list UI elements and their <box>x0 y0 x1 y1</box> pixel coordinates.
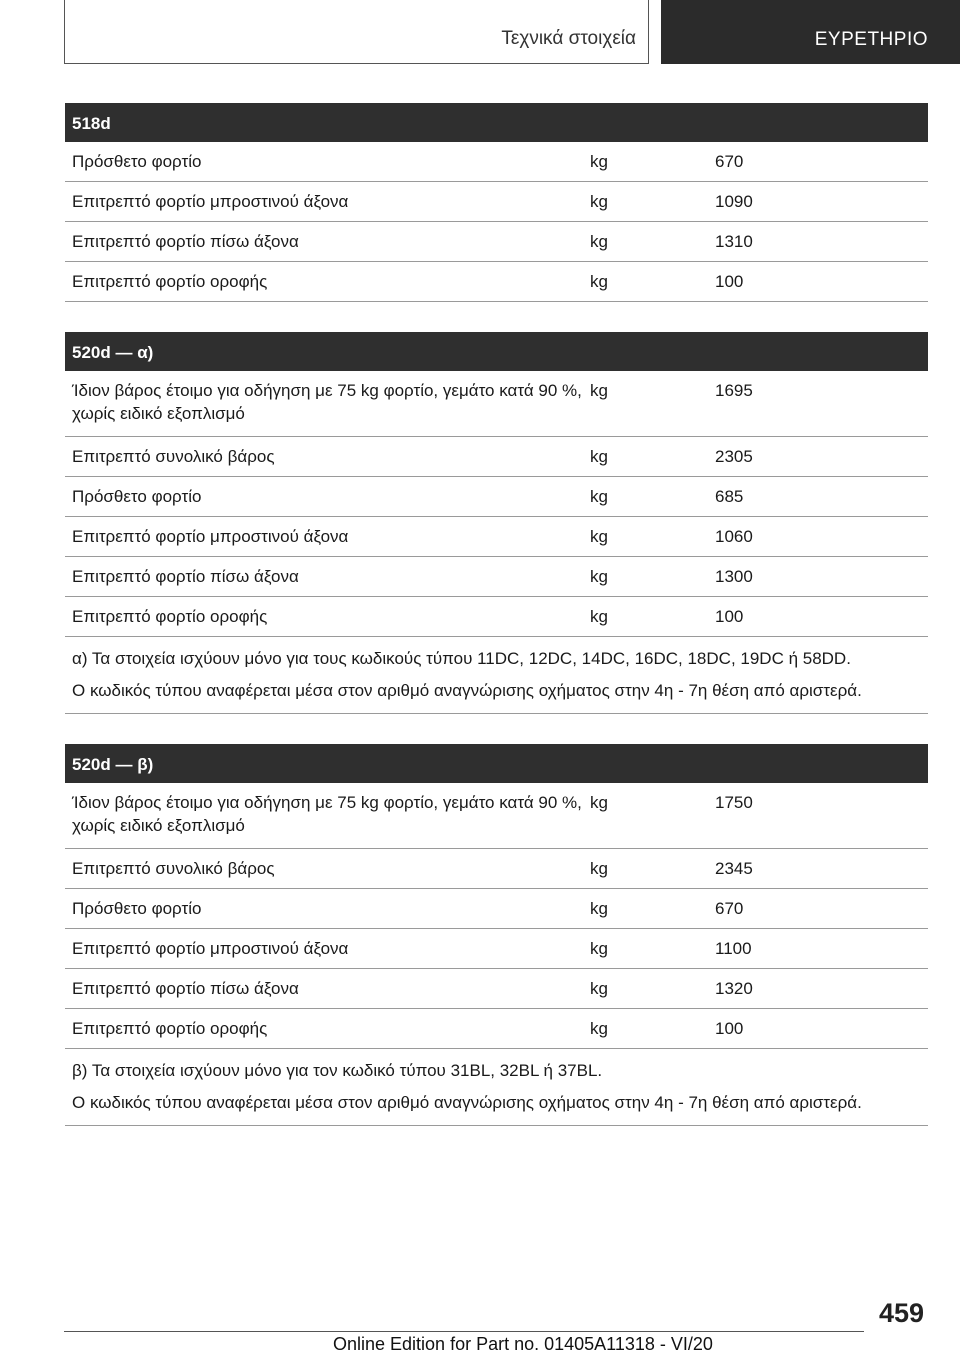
row-label: Επιτρεπτό φορτίο οροφής <box>72 1019 268 1038</box>
row-value: 1310 <box>715 232 753 251</box>
row-unit: kg <box>590 152 608 171</box>
table-row <box>65 889 928 929</box>
row-value: 100 <box>715 1019 744 1038</box>
table-row <box>65 929 928 969</box>
row-label: Επιτρεπτό φορτίο πίσω άξονα <box>72 979 299 998</box>
row-value: 100 <box>715 607 744 626</box>
row-unit: kg <box>590 979 608 998</box>
table-row <box>65 262 928 302</box>
table-row <box>65 969 928 1009</box>
table-row <box>65 597 928 637</box>
footnote-text: Ο κωδικός τύπου αναφέρεται μέσα στον αριθμό αναγνώρισης οχήματος στην 4η - 7η θέση από αριστερά. <box>72 1093 862 1112</box>
row-label: Επιτρεπτό φορτίο μπροστινού άξονα <box>72 939 349 958</box>
row-value: 1090 <box>715 192 753 211</box>
table-row <box>65 849 928 889</box>
row-value: 670 <box>715 899 744 918</box>
table-row <box>65 222 928 262</box>
table-row <box>65 783 928 849</box>
page-number: 459 <box>878 1298 924 1328</box>
row-label: Επιτρεπτό φορτίο οροφής <box>72 272 268 291</box>
row-unit: kg <box>590 1019 608 1038</box>
row-unit: kg <box>590 567 608 586</box>
edition-text: Online Edition for Part no. 01405A11318 - VI/20 <box>333 1334 713 1354</box>
row-unit: kg <box>590 272 608 291</box>
row-label: Επιτρεπτό φορτίο πίσω άξονα <box>72 232 299 251</box>
table-row <box>65 437 928 477</box>
table-row <box>65 517 928 557</box>
footnote-text: α) Τα στοιχεία ισχύουν μόνο για τους κωδικούς τύπου 11DC, 12DC, 14DC, 16DC, 18DC, 19DC ή 58DD. <box>72 649 851 668</box>
row-value: 1750 <box>715 793 753 812</box>
row-label: Πρόσθετο φορτίο <box>72 487 202 506</box>
row-unit: kg <box>590 381 608 400</box>
row-value: 2345 <box>715 859 753 878</box>
row-label: Επιτρεπτό φορτίο μπροστινού άξονα <box>72 527 349 546</box>
row-value: 100 <box>715 272 744 291</box>
table-title: 520d — α) <box>65 332 928 371</box>
spec-table-518d <box>65 103 928 302</box>
table-title: 520d — β) <box>65 744 928 783</box>
spec-tables <box>65 103 928 1156</box>
spec-table-520d-b <box>65 744 928 1126</box>
row-unit: kg <box>590 899 608 918</box>
table-row <box>65 142 928 182</box>
row-label: Πρόσθετο φορτίο <box>72 152 202 171</box>
row-label: Επιτρεπτό φορτίο πίσω άξονα <box>72 567 299 586</box>
footnote-text: β) Τα στοιχεία ισχύουν μόνο για τον κωδικό τύπου 31BL, 32BL ή 37BL. <box>72 1061 603 1080</box>
footer-divider <box>64 1331 864 1332</box>
row-label: Επιτρεπτό φορτίο οροφής <box>72 607 268 626</box>
row-value: 1320 <box>715 979 753 998</box>
header-index-tab[interactable] <box>661 0 960 64</box>
row-value: 2305 <box>715 447 753 466</box>
row-label: Επιτρεπτό συνολικό βάρος <box>72 859 275 878</box>
row-unit: kg <box>590 607 608 626</box>
row-value: 1100 <box>715 939 752 958</box>
row-value: 1060 <box>715 527 753 546</box>
table-footnote <box>65 1049 928 1126</box>
row-value: 670 <box>715 152 744 171</box>
row-value: 1695 <box>715 381 753 400</box>
header-section-tab[interactable] <box>64 0 649 64</box>
table-row <box>65 557 928 597</box>
row-unit: kg <box>590 939 608 958</box>
row-unit: kg <box>590 793 608 812</box>
row-unit: kg <box>590 232 608 251</box>
row-value: 685 <box>715 487 744 506</box>
row-label: Επιτρεπτό φορτίο μπροστινού άξονα <box>72 192 349 211</box>
row-unit: kg <box>590 487 608 506</box>
footnote-text: Ο κωδικός τύπου αναφέρεται μέσα στον αριθμό αναγνώρισης οχήματος στην 4η - 7η θέση από αριστερά. <box>72 681 862 700</box>
table-row <box>65 371 928 437</box>
table-row <box>65 477 928 517</box>
row-unit: kg <box>590 192 608 211</box>
row-unit: kg <box>590 859 608 878</box>
index-label: ΕΥΡΕΤΗΡΙΟ <box>814 29 928 50</box>
row-label: Ίδιον βάρος έτοιμο για οδήγηση με 75 kg φορτίο, γεμάτο κατά 90 %, χωρίς ειδικό εξοπλισμό <box>72 793 582 835</box>
row-value: 1300 <box>715 567 753 586</box>
section-label: Τεχνικά στοιχεία <box>501 28 636 49</box>
row-label: Ίδιον βάρος έτοιμο για οδήγηση με 75 kg φορτίο, γεμάτο κατά 90 %, χωρίς ειδικό εξοπλισμό <box>72 381 582 423</box>
table-row <box>65 1009 928 1049</box>
table-footnote <box>65 637 928 714</box>
table-title: 518d <box>65 103 928 142</box>
spec-table-520d-a <box>65 332 928 714</box>
table-row <box>65 182 928 222</box>
row-label: Επιτρεπτό συνολικό βάρος <box>72 447 275 466</box>
row-label: Πρόσθετο φορτίο <box>72 899 202 918</box>
row-unit: kg <box>590 447 608 466</box>
row-unit: kg <box>590 527 608 546</box>
